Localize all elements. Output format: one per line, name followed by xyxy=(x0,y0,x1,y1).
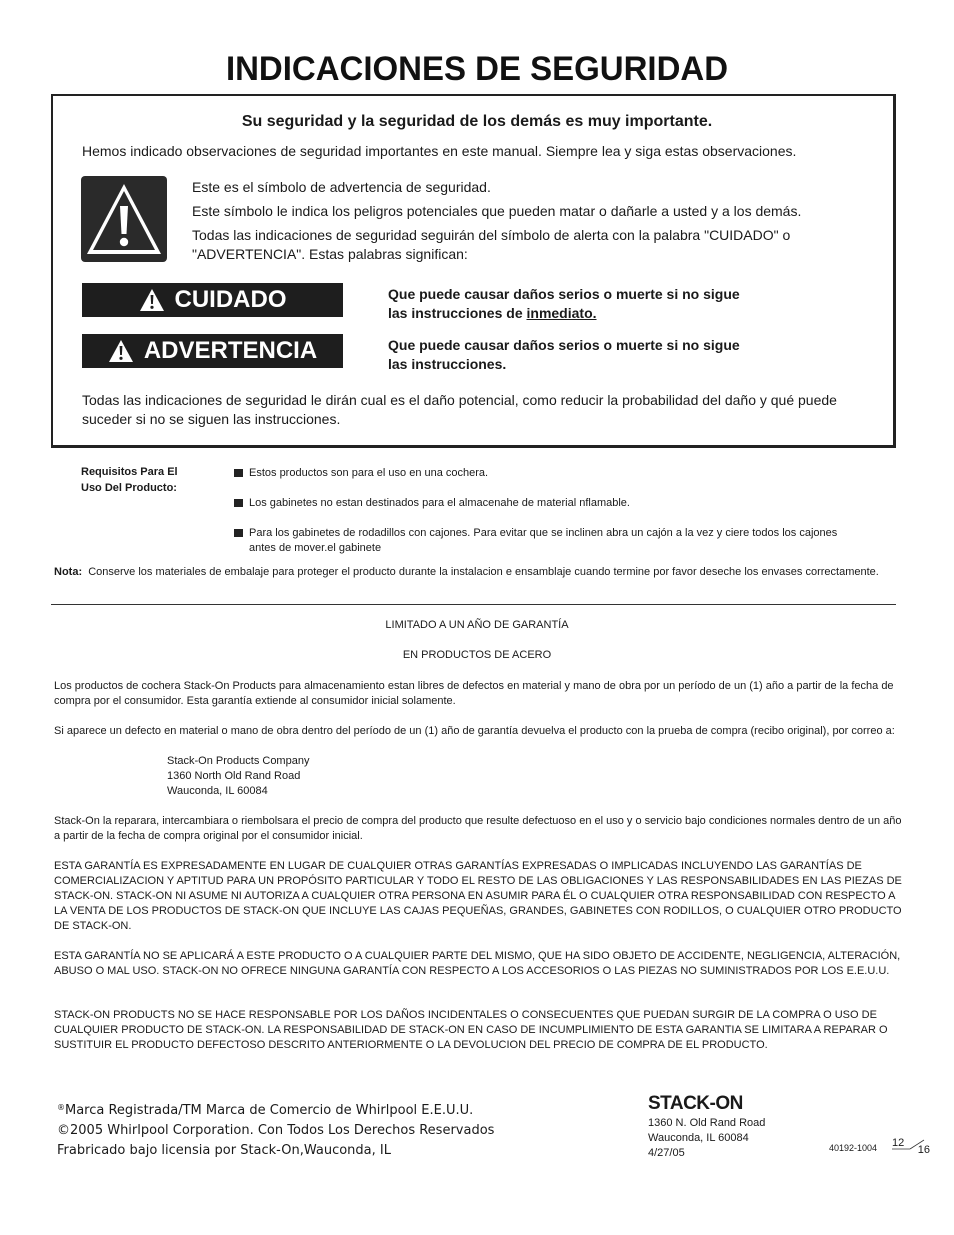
address-line: Wauconda, IL 60084 xyxy=(167,785,268,797)
bullet-icon xyxy=(234,529,243,537)
date-line: 4/27/05 xyxy=(648,1147,685,1159)
copyright-line: ©2005 Whirlpool Corporation. Con Todos Los Derechos Reservados xyxy=(57,1123,495,1138)
registered-mark: ® xyxy=(57,1103,65,1112)
underlined-word: inmediato. xyxy=(526,305,597,321)
signal-word: CUIDADO xyxy=(174,286,287,313)
warranty-paragraph: STACK-ON PRODUCTS NO SE HACE RESPONSABLE POR LOS DAÑOS INCIDENTALES O CONSECUENTES QUE PUEDAN SURGIR DE LA COMPRA O USO DE CUALQUIER PRODUCTO DE STACK-ON. LA RESPONSABILIDAD DE STACK-ON EN CASO DE INCUMPLIMIENTO DE ESTA GARANTIA SE LIMITARA A REPARAR O SUSTITUIR EL PRODUCTO DEFECTOSO DESCRITO ANTERIORMENTE O LA DEVOLUCION DEL PRECIO DE COMPRA DE EL PRODUCTO. xyxy=(54,1009,888,1051)
company-address xyxy=(648,1116,765,1161)
note xyxy=(54,565,914,580)
cuidado-label xyxy=(82,283,343,317)
symbol-description: Este es el símbolo de advertencia de seguridad. xyxy=(192,179,491,195)
warranty-paragraph: Stack-On la reparara, intercambiara o riembolsara el precio de compra del producto que resulte defectuoso en el uso y o servicio bajo condiciones normales dentro de un año a partir de la fecha de compra original por el consumidor inicial. xyxy=(54,815,902,842)
warranty-paragraph: ESTA GARANTÍA NO SE APLICARÁ A ESTE PRODUCTO O A CUALQUIER PARTE DEL MISMO, QUE HA SIDO OBJETO DE ACCIDENTE, NEGLIGENCIA, ALTERACIÓN, ABUSO O MAL USO. STACK-ON NO OFRECE NINGUNA GARANTÍA CON RESPECTO A LOS ACCESORIOS O LAS PIEZAS NO SUMINISTRADOS POR LOS E.E.U.U. xyxy=(54,950,901,977)
bullet-icon xyxy=(234,469,243,477)
signal-desc-line: Que puede causar daños serios o muerte si no sigue xyxy=(388,337,740,353)
requirement-text: Para los gabinetes de rodadillos con cajones. Para evitar que se inclinen abra un cajón a la vez y ciere todos los cajones antes de mover.el gabinete xyxy=(249,527,838,554)
page-indicator xyxy=(890,1137,934,1157)
trademark-line: Marca Registrada/TM Marca de Comercio de Whirlpool E.E.U.U. xyxy=(65,1103,474,1118)
advertencia-label xyxy=(82,334,343,368)
signal-desc-line: Que puede causar daños serios o muerte si no sigue xyxy=(388,286,740,302)
requirements-label-line: Requisitos Para El xyxy=(81,466,178,478)
alert-triangle-icon xyxy=(139,288,165,312)
warranty-heading: LIMITADO A UN AÑO DE GARANTÍA xyxy=(385,619,569,631)
stack-on-logo xyxy=(648,1090,766,1114)
safety-footer-text: Todas las indicaciones de seguridad le dirán cual es el daño potencial, como reducir la probabilidad del daño y qué puede suceder si no se siguen las instrucciones. xyxy=(82,392,837,427)
warranty-paragraph: Si aparece un defecto en material o mano de obra dentro del período de un (1) año de garantía devuelva el producto con la prueba de compra (recibo original), por correo a: xyxy=(54,725,895,737)
note-label: Nota: xyxy=(54,566,83,578)
signal-word: ADVERTENCIA xyxy=(143,337,318,364)
requirements-label-line: Uso Del Producto: xyxy=(81,482,177,494)
license-line: Frabricado bajo licensia por Stack-On,Wauconda, IL xyxy=(57,1143,391,1158)
note-text: Conserve los materiales de embalaje para proteger el producto durante la instalacion e ensamblaje cuando termine por favor deseche los envases correctamente. xyxy=(82,566,879,578)
page-number: 12 xyxy=(892,1137,905,1149)
requirement-item xyxy=(234,496,874,511)
logo-text: STACK-ON xyxy=(648,1093,743,1114)
warranty-address xyxy=(167,754,309,799)
cuidado-description xyxy=(388,285,808,323)
bullet-icon xyxy=(234,499,243,507)
address-line: 1360 North Old Rand Road xyxy=(167,770,301,782)
signal-desc-line xyxy=(388,304,808,323)
document-number: 40192-1004 xyxy=(829,1143,878,1153)
address-line: Wauconda, IL 60084 xyxy=(648,1132,749,1144)
requirements-label xyxy=(81,464,211,496)
address-line: Stack-On Products Company xyxy=(167,755,310,767)
address-line: 1360 N. Old Rand Road xyxy=(648,1117,766,1129)
page-title: INDICACIONES DE SEGURIDAD xyxy=(225,50,729,88)
requirement-item xyxy=(234,526,874,556)
page-total: 16 xyxy=(917,1144,930,1156)
symbol-description: Este símbolo le indica los peligros potenciales que pueden matar o dañarle a usted y a los demás. xyxy=(192,203,802,219)
safety-intro: Hemos indicado observaciones de seguridad importantes en este manual. Siempre lea y siga estas observaciones. xyxy=(82,143,797,159)
symbol-description: Todas las indicaciones de seguridad seguirán del símbolo de alerta con la palabra "CUIDADO" o "ADVERTENCIA". Estas palabras significan: xyxy=(192,227,791,262)
advertencia-description xyxy=(388,336,808,374)
trademark-notice xyxy=(57,1098,494,1161)
requirement-text: Estos productos son para el uso en una cochera. xyxy=(249,467,489,479)
signal-desc-line: las instrucciones. xyxy=(388,356,507,372)
section-divider xyxy=(51,604,896,605)
warning-triangle-icon xyxy=(81,176,167,262)
warranty-paragraph: ESTA GARANTÍA ES EXPRESADAMENTE EN LUGAR DE CUALQUIER OTRAS GARANTÍAS EXPRESADAS O IMPLICADAS INCLUYENDO LAS GARANTÍAS DE COMERCIALIZACION Y APTITUD PARA UN PROPÓSITO PARTICULAR Y TODO EL RESTO DE LAS OBLIGACIONES Y LAS RESPONSABILIDADES EN LAS PIEZAS DE STACK-ON. STACK-ON NI ASUME NI AUTORIZA A CUALQUIER OTRA PERSONA EN ASUMIR PARA ÉL O CUALQUIER OTRA RESPONSABILIDAD CON RESPECTO A LA VENTA DE LOS PRODUCTOS DE STACK-ON QUE INCLUYE LAS CAJAS PEQUEÑAS, GRANDES, GABINETES CON RODILLOS, O CUALQUIER OTRO PRODUCTO DE STACK-ON. xyxy=(54,860,902,932)
warranty-paragraph: Los productos de cochera Stack-On Products para almacenamiento estan libres de defectos en material y mano de obra por un período de un (1) año a partir de la fecha de compra por el consumidor. Esta garantía extiende al consumidor inicial solamente. xyxy=(54,680,894,707)
safety-heading: Su seguridad y la seguridad de los demás es muy importante. xyxy=(241,113,713,130)
requirement-text: Los gabinetes no estan destinados para el almacenahe de material nflamable. xyxy=(249,497,630,509)
alert-triangle-icon xyxy=(108,339,134,363)
warranty-subheading: EN PRODUCTOS DE ACERO xyxy=(402,649,552,661)
requirement-item xyxy=(234,466,874,481)
signal-desc-text: las instrucciones de xyxy=(388,305,527,321)
